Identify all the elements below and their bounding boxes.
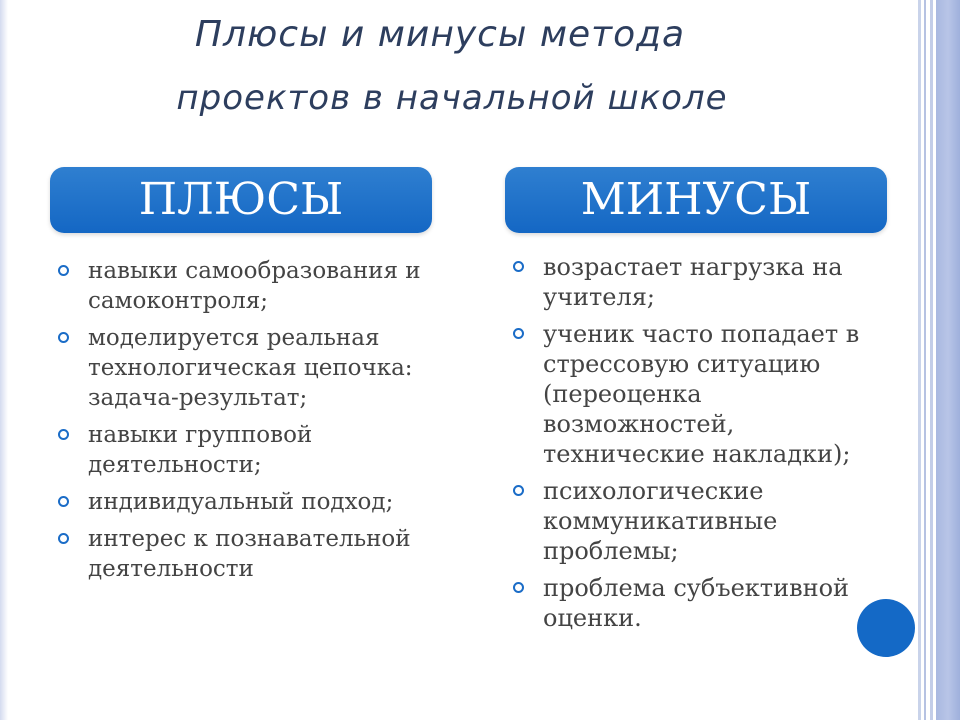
bullet-icon <box>58 533 69 544</box>
cons-header: МИНУСЫ <box>505 167 887 233</box>
pros-item-text: навыки самообразования и самоконтроля; <box>88 258 421 314</box>
pros-list <box>58 256 438 591</box>
stripe <box>918 0 921 720</box>
cons-list <box>513 252 893 640</box>
list-item <box>58 524 438 584</box>
list-item <box>58 487 438 517</box>
cons-item-text: ученик часто попадает в стрессовую ситуацию (переоценка возможностей, технические накладки); <box>543 320 860 468</box>
bullet-icon <box>513 261 524 272</box>
list-item <box>513 319 893 469</box>
cons-item-text: проблема субъективной оценки. <box>543 574 850 632</box>
slide-title-line2: проектов в начальной школе <box>176 78 728 118</box>
cons-item-text: психологические коммуникативные проблемы; <box>543 477 778 565</box>
stripe <box>936 0 960 720</box>
list-item <box>513 476 893 566</box>
left-edge-decoration <box>0 0 8 720</box>
right-stripes-decoration <box>918 0 960 720</box>
pros-item-text: интерес к познавательной деятельности <box>88 526 411 582</box>
list-item <box>58 256 438 316</box>
pros-item-text: моделируется реальная технологическая цепочка: задача-результат; <box>88 325 413 411</box>
slide-title-line1: Плюсы и минусы метода <box>194 14 686 55</box>
stripe <box>924 0 926 720</box>
bullet-icon <box>58 265 69 276</box>
cons-item-text: возрастает нагрузка на учителя; <box>543 253 843 311</box>
bullet-icon <box>58 332 69 343</box>
pros-item-text: навыки групповой деятельности; <box>88 422 313 478</box>
bullet-icon <box>513 485 524 496</box>
pros-header: ПЛЮСЫ <box>50 167 432 233</box>
pros-item-text: индивидуальный подход; <box>88 489 394 515</box>
circle-decoration <box>857 599 915 657</box>
list-item <box>513 573 893 633</box>
bullet-icon <box>58 496 69 507</box>
bullet-icon <box>513 328 524 339</box>
list-item <box>58 323 438 413</box>
bullet-icon <box>513 582 524 593</box>
list-item <box>58 420 438 480</box>
stripe <box>930 0 933 720</box>
bullet-icon <box>58 429 69 440</box>
list-item <box>513 252 893 312</box>
